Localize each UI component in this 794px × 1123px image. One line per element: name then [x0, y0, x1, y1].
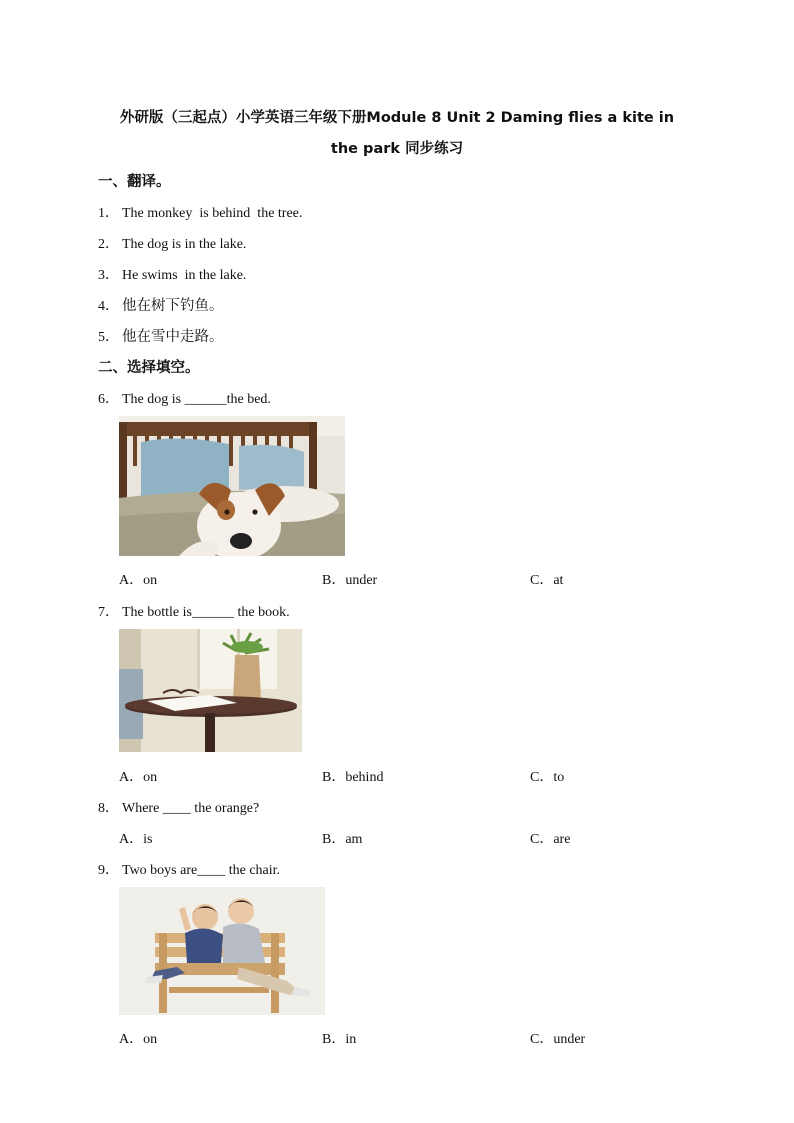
question-text: The monkey is behind the tree. — [122, 206, 303, 221]
question-4 — [98, 294, 224, 315]
question-text: Where ____ the orange? — [122, 801, 260, 816]
question-number: 6． — [98, 392, 119, 407]
q8-option-b: B．am — [322, 832, 363, 847]
question-text: 他在雪中走路。 — [122, 329, 224, 345]
q9-option-b: B．in — [322, 1032, 357, 1047]
q6-option-c: C．at — [530, 573, 564, 588]
question-7 — [98, 601, 290, 621]
question-1 — [98, 202, 302, 222]
q7-option-a: A．on — [119, 770, 158, 785]
boys-on-chair-image — [119, 887, 325, 1015]
worksheet-title-line2: the park 同步练习 — [330, 141, 464, 157]
q8-option-c: C．are — [530, 832, 571, 847]
q7-option-c: C．to — [530, 770, 565, 785]
question-text: Two boys are____ the chair. — [122, 863, 281, 878]
question-number: 2． — [98, 237, 119, 252]
question-number: 4． — [98, 299, 119, 314]
q8-option-a: A．is — [119, 832, 153, 847]
section-choice-heading: 二、选择填空。 — [98, 360, 200, 376]
question-number: 7． — [98, 605, 119, 620]
question-text: The dog is in the lake. — [122, 237, 247, 252]
q7-option-b: B．behind — [322, 770, 384, 785]
question-text: The bottle is______ the book. — [122, 605, 290, 620]
question-number: 3． — [98, 268, 119, 283]
dog-on-bed-image — [119, 416, 345, 556]
question-3 — [98, 264, 246, 284]
q9-option-c: C．under — [530, 1032, 586, 1047]
question-number: 1． — [98, 206, 119, 221]
q9-option-a: A．on — [119, 1032, 158, 1047]
bottle-on-table-image — [119, 629, 302, 752]
question-text: 他在树下钓鱼。 — [122, 298, 224, 314]
question-text: He swims in the lake. — [122, 268, 247, 283]
worksheet-title-line1: 外研版（三起点）小学英语三年级下册Module 8 Unit 2 Daming flies a kite in — [119, 110, 675, 126]
question-9 — [98, 859, 280, 879]
question-5 — [98, 325, 224, 346]
question-number: 8． — [98, 801, 119, 816]
question-6 — [98, 388, 271, 408]
section-translate-heading: 一、翻译。 — [98, 174, 171, 190]
question-8 — [98, 797, 259, 817]
q6-option-a: A．on — [119, 573, 158, 588]
q6-option-b: B．under — [322, 573, 378, 588]
question-number: 5． — [98, 330, 119, 345]
question-2 — [98, 233, 246, 253]
question-text: The dog is ______the bed. — [122, 392, 271, 407]
question-number: 9． — [98, 863, 119, 878]
